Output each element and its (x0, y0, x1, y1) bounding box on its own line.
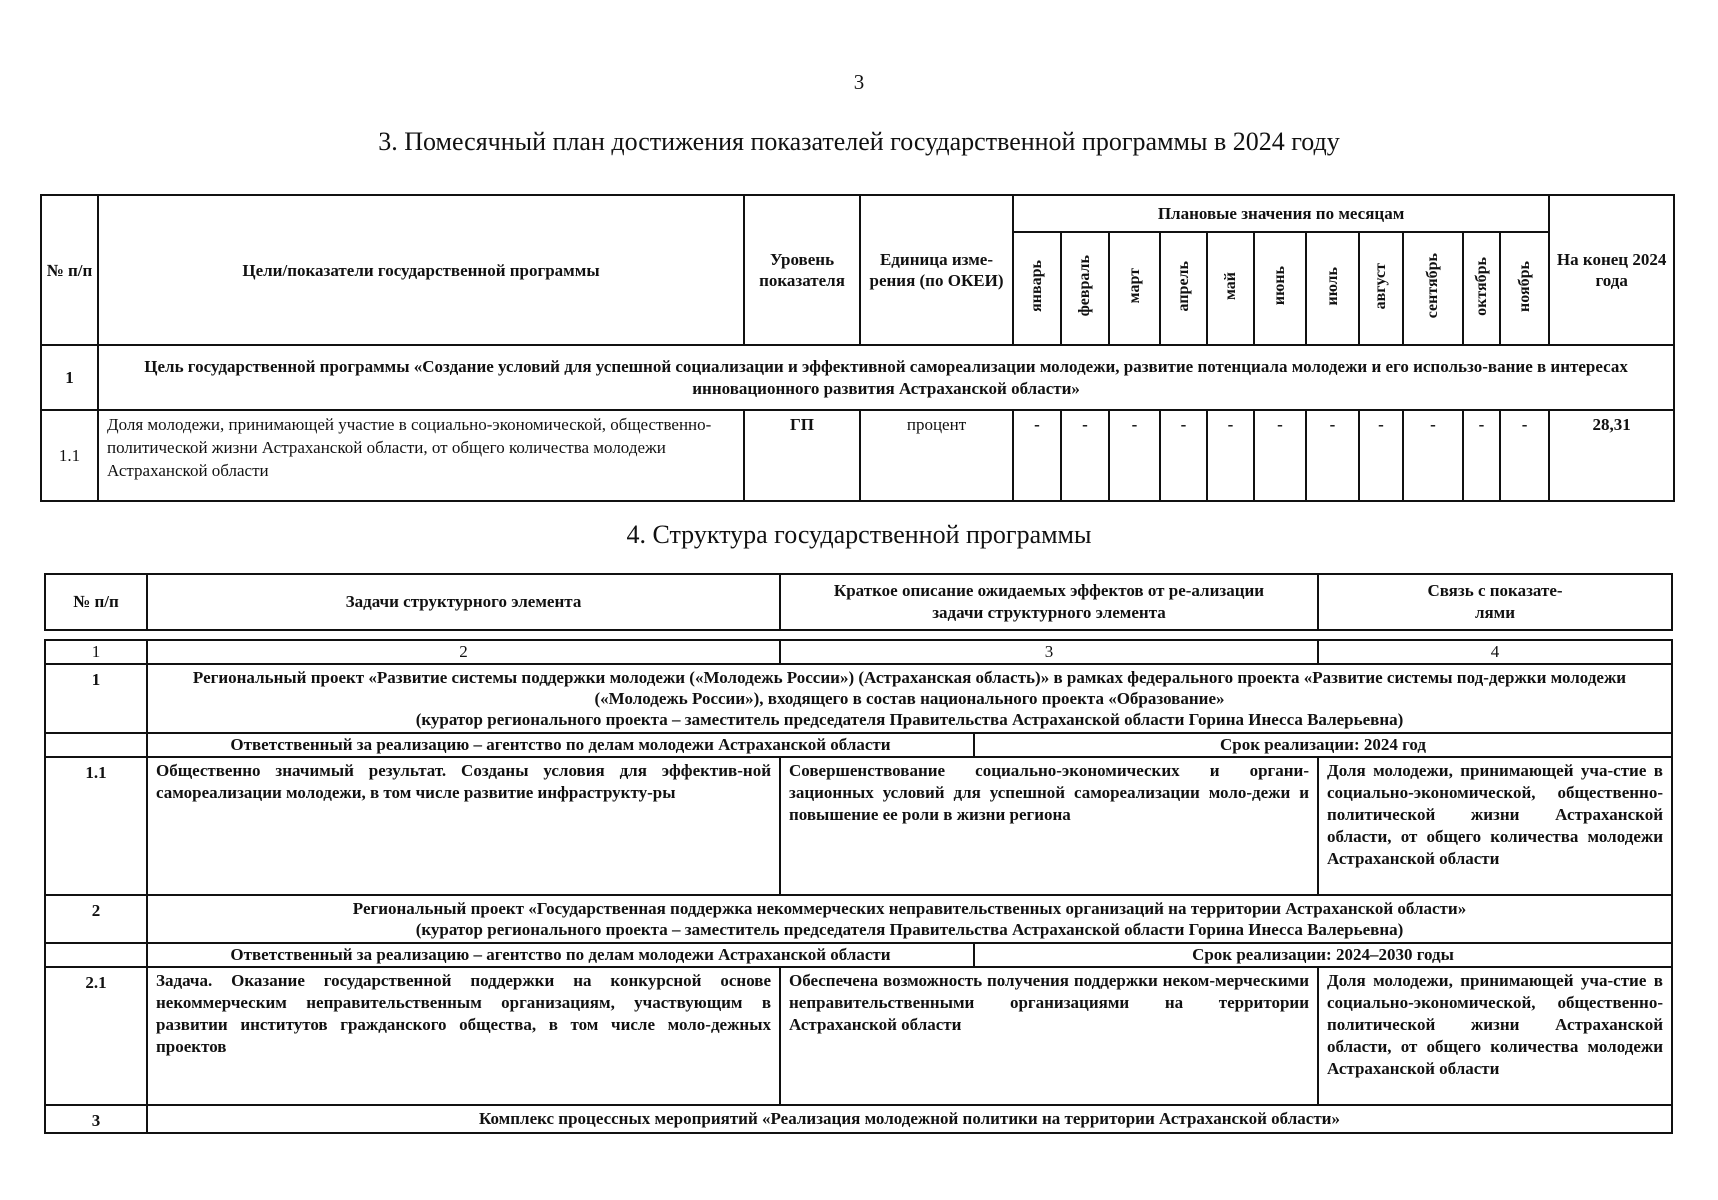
program-structure-table (44, 573, 1673, 1134)
column-number: 2 (147, 640, 780, 664)
month-label: февраль (1076, 255, 1093, 317)
block-responsible: Ответственный за реализацию – агентство по делам молодежи Астраханской области (147, 733, 974, 757)
header-num: № п/п (45, 574, 147, 630)
month-header (1463, 232, 1500, 345)
page-number: 3 (853, 70, 865, 94)
table-spacer (45, 630, 1672, 640)
header-link: Связь с показате-лями (1318, 574, 1672, 630)
block-num: 2 (45, 895, 147, 943)
indicator-end-value: 28,31 (1549, 410, 1674, 501)
month-header (1207, 232, 1254, 345)
month-header (1109, 232, 1160, 345)
row-num: 2.1 (45, 967, 147, 1105)
project-name: Региональный проект «Государственная поддержка некоммерческих неправительственных организаций на территории Астраханской области» (352, 899, 1467, 918)
month-label: апрель (1174, 260, 1192, 312)
month-value: - (1013, 410, 1061, 501)
month-header (1359, 232, 1403, 345)
task-cell: Задача. Оказание государственной поддержки на конкурсной основе некоммерческим неправительственным организациям, участвующим в развитии институтов гражданского общества, в том числе моло-дежных проектов (147, 967, 780, 1105)
month-header (1160, 232, 1207, 345)
month-header (1254, 232, 1306, 345)
block-title (147, 895, 1672, 943)
project-name: Региональный проект «Развитие системы поддержки молодежи («Молодежь России») (Астраханская область)» в рамках федерального проекта «Развитие системы под-держки молодежи («Молодежь России»), входящего в состав национального проекта «Образование» (192, 668, 1627, 708)
month-value: - (1463, 410, 1500, 501)
indicator-level: ГП (744, 410, 860, 501)
month-value: - (1207, 410, 1254, 501)
header-unit: Единица изме-рения (по ОКЕИ) (860, 195, 1013, 345)
month-value: - (1403, 410, 1463, 501)
column-number: 4 (1318, 640, 1672, 664)
month-value: - (1109, 410, 1160, 501)
indicator-unit: процент (860, 410, 1013, 501)
project-curator: (куратор регионального проекта – заместитель председателя Правительства Астраханской области Горина Инесса Валерьевна) (415, 920, 1404, 939)
month-value: - (1254, 410, 1306, 501)
block-term: Срок реализации: 2024–2030 годы (974, 943, 1672, 967)
month-value: - (1359, 410, 1403, 501)
task-cell: Общественно значимый результат. Созданы условия для эффектив-ной самореализации молодежи, в том числе развитие инфраструкту-ры (147, 757, 780, 895)
month-value: - (1061, 410, 1109, 501)
block-term: Срок реализации: 2024 год (974, 733, 1672, 757)
month-label: август (1372, 262, 1389, 310)
month-label: январь (1028, 260, 1045, 312)
month-header (1500, 232, 1549, 345)
goal-row-num: 1 (41, 345, 98, 410)
month-label: октябрь (1472, 256, 1490, 316)
indicator-row-num: 1.1 (41, 410, 98, 501)
indicator-link-cell: Доля молодежи, принимающей уча-стие в социально-экономической, общественно-политической жизни Астраханской области, от общего количества молодежи Астраханской области (1318, 757, 1672, 895)
header-goals: Цели/показатели государственной программы (98, 195, 744, 345)
complex-title: Комплекс процессных мероприятий «Реализация молодежной политики на территории Астраханской области» (147, 1105, 1672, 1133)
block-num: 1 (45, 664, 147, 733)
header-level: Уровень показателя (744, 195, 860, 345)
indicator-row-text: Доля молодежи, принимающей участие в социально-экономической, общественно-политической жизни Астраханской области, от общего количества молодежи Астраханской области (98, 410, 744, 501)
month-label: июль (1323, 266, 1341, 306)
month-header (1306, 232, 1359, 345)
header-num: № п/п (41, 195, 98, 345)
month-label: март (1125, 268, 1143, 304)
month-header (1061, 232, 1109, 345)
empty-cell (45, 943, 147, 967)
block-num: 3 (45, 1105, 147, 1133)
block-title (147, 664, 1672, 733)
month-label: ноябрь (1515, 260, 1533, 312)
header-end: На конец 2024 года (1549, 195, 1674, 345)
empty-cell (45, 733, 147, 757)
header-effects: Краткое описание ожидаемых эффектов от ре-ализации задачи структурного элемента (780, 574, 1318, 630)
month-label: май (1221, 271, 1239, 300)
project-curator: (куратор регионального проекта – заместитель председателя Правительства Астраханской области Горина Инесса Валерьевна) (415, 710, 1404, 729)
effect-cell: Обеспечена возможность получения поддержки неком-мерческими неправительственными организациями на территории Астраханской области (780, 967, 1318, 1105)
goal-row-text: Цель государственной программы «Создание условий для успешной социализации и эффективной самореализации молодежи, развитие потенциала молодежи и его использо-вание в интересах инновационного развития Астраханской области» (98, 345, 1674, 410)
row-num: 1.1 (45, 757, 147, 895)
month-header (1403, 232, 1463, 345)
month-header (1013, 232, 1061, 345)
month-value: - (1500, 410, 1549, 501)
column-number: 3 (780, 640, 1318, 664)
block-responsible: Ответственный за реализацию – агентство по делам молодежи Астраханской области (147, 943, 974, 967)
header-planned: Плановые значения по месяцам (1013, 195, 1549, 232)
month-value: - (1306, 410, 1359, 501)
effect-cell: Совершенствование социально-экономических и органи-зационных условий для успешной самореализации моло-дежи и повышение ее роли в жизни региона (780, 757, 1318, 895)
month-value: - (1160, 410, 1207, 501)
section-4-title: 4. Структура государственной программы (626, 520, 1092, 549)
column-number: 1 (45, 640, 147, 664)
monthly-plan-table (40, 194, 1675, 502)
header-tasks: Задачи структурного элемента (147, 574, 780, 630)
section-3-title: 3. Помесячный план достижения показателей государственной программы в 2024 году (378, 127, 1340, 156)
month-label: июнь (1271, 266, 1288, 306)
month-label: сентябрь (1424, 253, 1441, 319)
indicator-link-cell: Доля молодежи, принимающей уча-стие в социально-экономической, общественно-политической жизни Астраханской области, от общего количества молодежи Астраханской области (1318, 967, 1672, 1105)
